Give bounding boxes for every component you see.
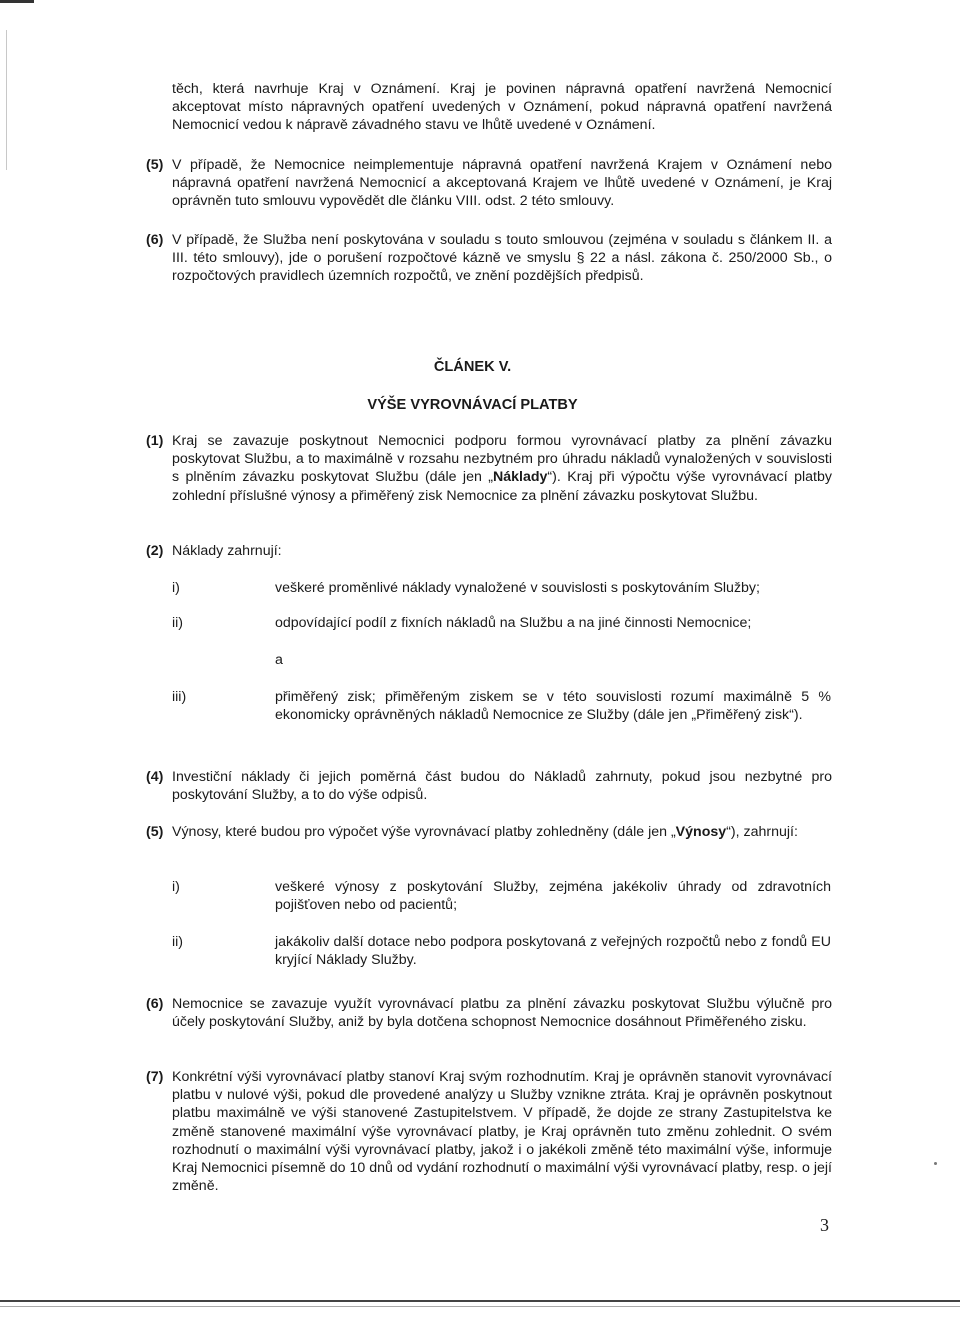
article-number: ČLÁNEK V. <box>433 359 512 375</box>
paragraph-number: (2) <box>146 543 164 559</box>
paragraph-text: V případě, že Služba není poskytována v souladu s touto smlouvou (zejména v souladu s článkem II. a III. této smlouvy), jde o porušení rozpočtové kázně ve smyslu § 22 a násl. zákona č. 250/2000 Sb., o rozpočtových pravidlech územních rozpočtů, ve znění pozdějších předpisů. <box>172 232 832 285</box>
paragraph-text: Nemocnice se zavazuje využít vyrovnávací platbu za plnění závazku poskytovat Službu výlučně pro účely poskytování Služby, aniž by byla dotčena schopnost Nemocnice dosáhnout Přiměřeného zisku. <box>172 996 832 1031</box>
paragraph-text <box>172 432 832 505</box>
list-item-text: veškeré výnosy z poskytování Služby, zejména jakékoliv úhrady od zdravotních pojišťoven nebo od pacientů; <box>275 879 831 914</box>
paragraph-text: Investiční náklady či jejich poměrná část budou do Nákladů zahrnuty, pokud jsou nezbytné pro poskytování Služby, a to do výše odpisů. <box>172 769 832 804</box>
list-item-label: ii) <box>172 615 184 631</box>
paragraph-number: (1) <box>146 433 164 449</box>
paragraph-number: (6) <box>146 996 164 1012</box>
paragraph-text: Konkrétní výši vyrovnávací platby stanoví Kraj svým rozhodnutím. Kraj je oprávněn stanovit vyrovnávací platbu v nulové výši, pokud dle provedené analýzy u Služby vznikne ztráta. Kraj je oprávněn poskytnout platbu maximálně ve výši stanovené Zastupitelstvem. V případě, že dojde ze strany Zastupitelstva ke změně stanovené maximální výše vyrovnávací platby, je Kraj oprávněn tuto změnu zohlednit. O svém rozhodnutí o maximální výši vyrovnávací platby, jakož i o jakékoli změně této maximální výše, informuje Kraj Nemocnici písemně do 10 dnů od vydání rozhodnutí o maximální výši vyrovnávací platby, resp. o její změně. <box>172 1069 832 1195</box>
text-run: “), zahrnují: <box>726 824 798 840</box>
paragraph-number: (4) <box>146 769 164 785</box>
scan-edge-top <box>0 0 34 3</box>
paragraph-text <box>172 823 832 841</box>
scan-speck <box>934 1162 937 1165</box>
list <box>172 579 832 749</box>
paragraph-number: (5) <box>146 157 164 173</box>
paragraph-number: (6) <box>146 232 164 248</box>
list-item-text: odpovídající podíl z fixních nákladů na Službu a na jiné činnosti Nemocnice; <box>275 615 752 631</box>
list-item-text: jakákoliv další dotace nebo podpora poskytovaná z veřejných rozpočtů nebo z fondů EU kryjící Náklady Služby. <box>275 934 831 969</box>
text-run: Výnosy, které budou pro výpočet výše vyrovnávací platby zohledněny (dále jen „ <box>172 824 676 840</box>
paragraph-number: (5) <box>146 824 164 840</box>
scan-edge-left <box>6 30 7 170</box>
text-run: “). Kraj při výpočtu výše vyrovnávací platby zohlední příslušné výnosy a přiměřený zisk Nemocnice za plnění závazku poskytovat Službu. <box>172 469 832 504</box>
scan-edge-bottom-secondary <box>0 1306 960 1307</box>
list-connector: a <box>275 652 283 668</box>
scan-edge-bottom <box>0 1300 960 1302</box>
list-item-label: i) <box>172 879 180 895</box>
list-item-label: iii) <box>172 689 187 705</box>
text-run: Kraj se zavazuje poskytnout Nemocnici podporu formou vyrovnávací platby za plnění závazku poskytovat Službu, a to maximálně v rozsahu nezbytném pro úhradu nákladů vynaložených v souvislosti s plněním závazku poskytovat Službu (dále jen „ <box>172 433 832 486</box>
list-item-label: ii) <box>172 934 184 950</box>
list-item-text: přiměřený zisk; přiměřeným ziskem se v této souvislosti rozumí maximálně 5 % ekonomicky oprávněných nákladů Nemocnice ze Služby (dále jen „Přiměřený zisk“). <box>275 689 831 724</box>
paragraph-text: V případě, že Nemocnice neimplementuje nápravná opatření navržená Krajem v Oznámení nebo nápravná opatření navržená Nemocnicí a akceptovaná Krajem ve lhůtě uvedené v Oznámení, je Kraj oprávněn tuto smlouvu vypovědět dle článku VIII. odst. 2 této smlouvy. <box>172 157 832 210</box>
list <box>172 878 832 978</box>
paragraph-number: (7) <box>146 1069 164 1085</box>
paragraph-text: Náklady zahrnují: <box>172 543 282 559</box>
article-title: VÝŠE VYROVNÁVACÍ PLATBY <box>367 397 578 413</box>
list-item-text: veškeré proměnlivé náklady vynaložené v souvislosti s poskytováním Služby; <box>275 580 760 596</box>
intro-paragraph: těch, která navrhuje Kraj v Oznámení. Kraj je povinen nápravná opatření navržená Nemocnicí akceptovat místo nápravných opatření uvedených v Oznámení, pokud nápravná opatření navržená Nemocnicí vedou k nápravě závadného stavu ve lhůtě uvedené v Oznámení. <box>172 81 832 134</box>
page-number: 3 <box>820 1215 829 1235</box>
list-item-label: i) <box>172 580 180 596</box>
defined-term: Výnosy <box>675 824 727 840</box>
defined-term: Náklady <box>493 469 548 486</box>
